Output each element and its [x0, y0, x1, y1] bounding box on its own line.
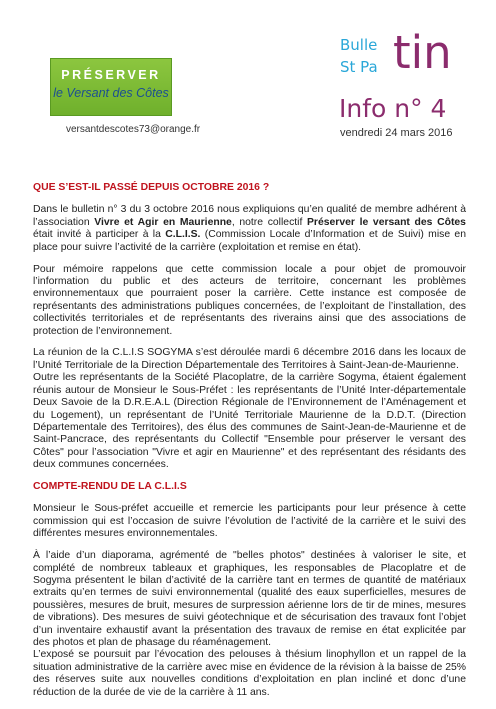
logo-title: PRÉSERVER [61, 68, 161, 82]
section-heading: COMPTE-RENDU DE LA C.L.I.S [33, 481, 187, 493]
paragraph: Monsieur le Sous-préfet accueille et remercie les participants pour leur présence à cette commission qui est l’occasion de suivre l’évolution de l’activité de la carrière et le suivi des différentes mesures environnementales. [33, 503, 466, 540]
issue-date: vendredi 24 mars 2016 [340, 127, 453, 139]
contact-email: versantdescotes73@orange.fr [66, 124, 201, 135]
paragraph: Pour mémoire rappelons que cette commission locale a pour objet de promouvoir l’information du public et des acteurs de territoire, concernant les problèmes environnementaux que pourraient poser la carrière. Cette instance est composée de représentants des administrations publiques concernées, de l’exploitant de l’installation, des collectivités territoriales et de représentants des riverains ainsi que des associations de protection de l’environnement. [33, 263, 466, 337]
masthead-bulle: Bulle [340, 36, 378, 54]
paragraph: Dans le bulletin n° 3 du 3 octobre 2016 nous expliquions qu’en qualité de membre adhérent à l’association Vivre et Agir en Maurienne, notre collectif Préserver le versant des Côtes était invité à participer à la C.L.I.S. (Commission Locale d’Information et de Suivi) mise en place pour suivre l’activité de la carrière (exploitation et remise en état). [33, 204, 466, 253]
association-logo [50, 58, 172, 116]
paragraph: À l’aide d’un diaporama, agrémenté de "belles photos" destinées à valoriser le site, et complété de nombreux tableaux et graphiques, les responsables de Placoplatre et de Sogyma présentent le bilan d’activité de la carrière tant en termes de quantité de matériaux extraits qu’en termes de suivi environnemental (qualité des eaux superficielles, mesures de poussières, mesures de bruit, mesures de surpression aérienne lors de tir de mines, mesures de vibrations). Des mesures de suivi géotechnique et de sécurisation des travaux font l’objet d’un inventaire exhaustif avant la présentation des travaux de remise en état explicitée par des photos et plan de phasage du réaménagement. [33, 550, 466, 648]
paragraph: L’exposé se poursuit par l’évocation des pelouses à thésium linophyllon et un rappel de la situation administrative de la carrière avec mise en évidence de la révision à la baisse de 25% des réserves suite aux nouvelles conditions d’exploitation en plan incliné et donc d’une réduction de la durée de vie de la carrière à 11 ans. [33, 649, 466, 698]
masthead-tin: tin [393, 26, 452, 79]
bulletin-body [33, 182, 466, 709]
issue-number: Info n° 4 [339, 94, 447, 123]
section-heading: QUE S’EST-IL PASSÉ DEPUIS OCTOBRE 2016 ? [33, 182, 270, 193]
masthead-stpa: St Pa [340, 58, 378, 76]
logo-subtitle: le Versant des Côtes [53, 86, 169, 100]
paragraph: La réunion de la C.L.I.S SOGYMA s’est déroulée mardi 6 décembre 2016 dans les locaux de l’Unité Territoriale de la Direction Départementale des Territoires à Saint-Jean-de-Maurienne. [33, 347, 466, 371]
paragraph: Outre les représentants de la Société Placoplatre, de la carrière Sogyma, étaient également réunis autour de Monsieur le Sous-Préfet : les représentants de l’Unité Inter-départementale Deux Savoie de la D.R.E.A.L (Direction Régionale de l’Environnement de l’Aménagement et du Logement), un représentant de l’Unité Territoriale Maurienne de la D.D.T. (Direction Départementale des Territoires), des élus des communes de Saint-Jean-de-Maurienne et de Saint-Pancrace, des représentants du Collectif "Ensemble pour préserver le versant des Côtes" pour l’association "Vivre et agir en Maurienne" et des représentant des résidants des deux communes concernées. [33, 372, 466, 471]
